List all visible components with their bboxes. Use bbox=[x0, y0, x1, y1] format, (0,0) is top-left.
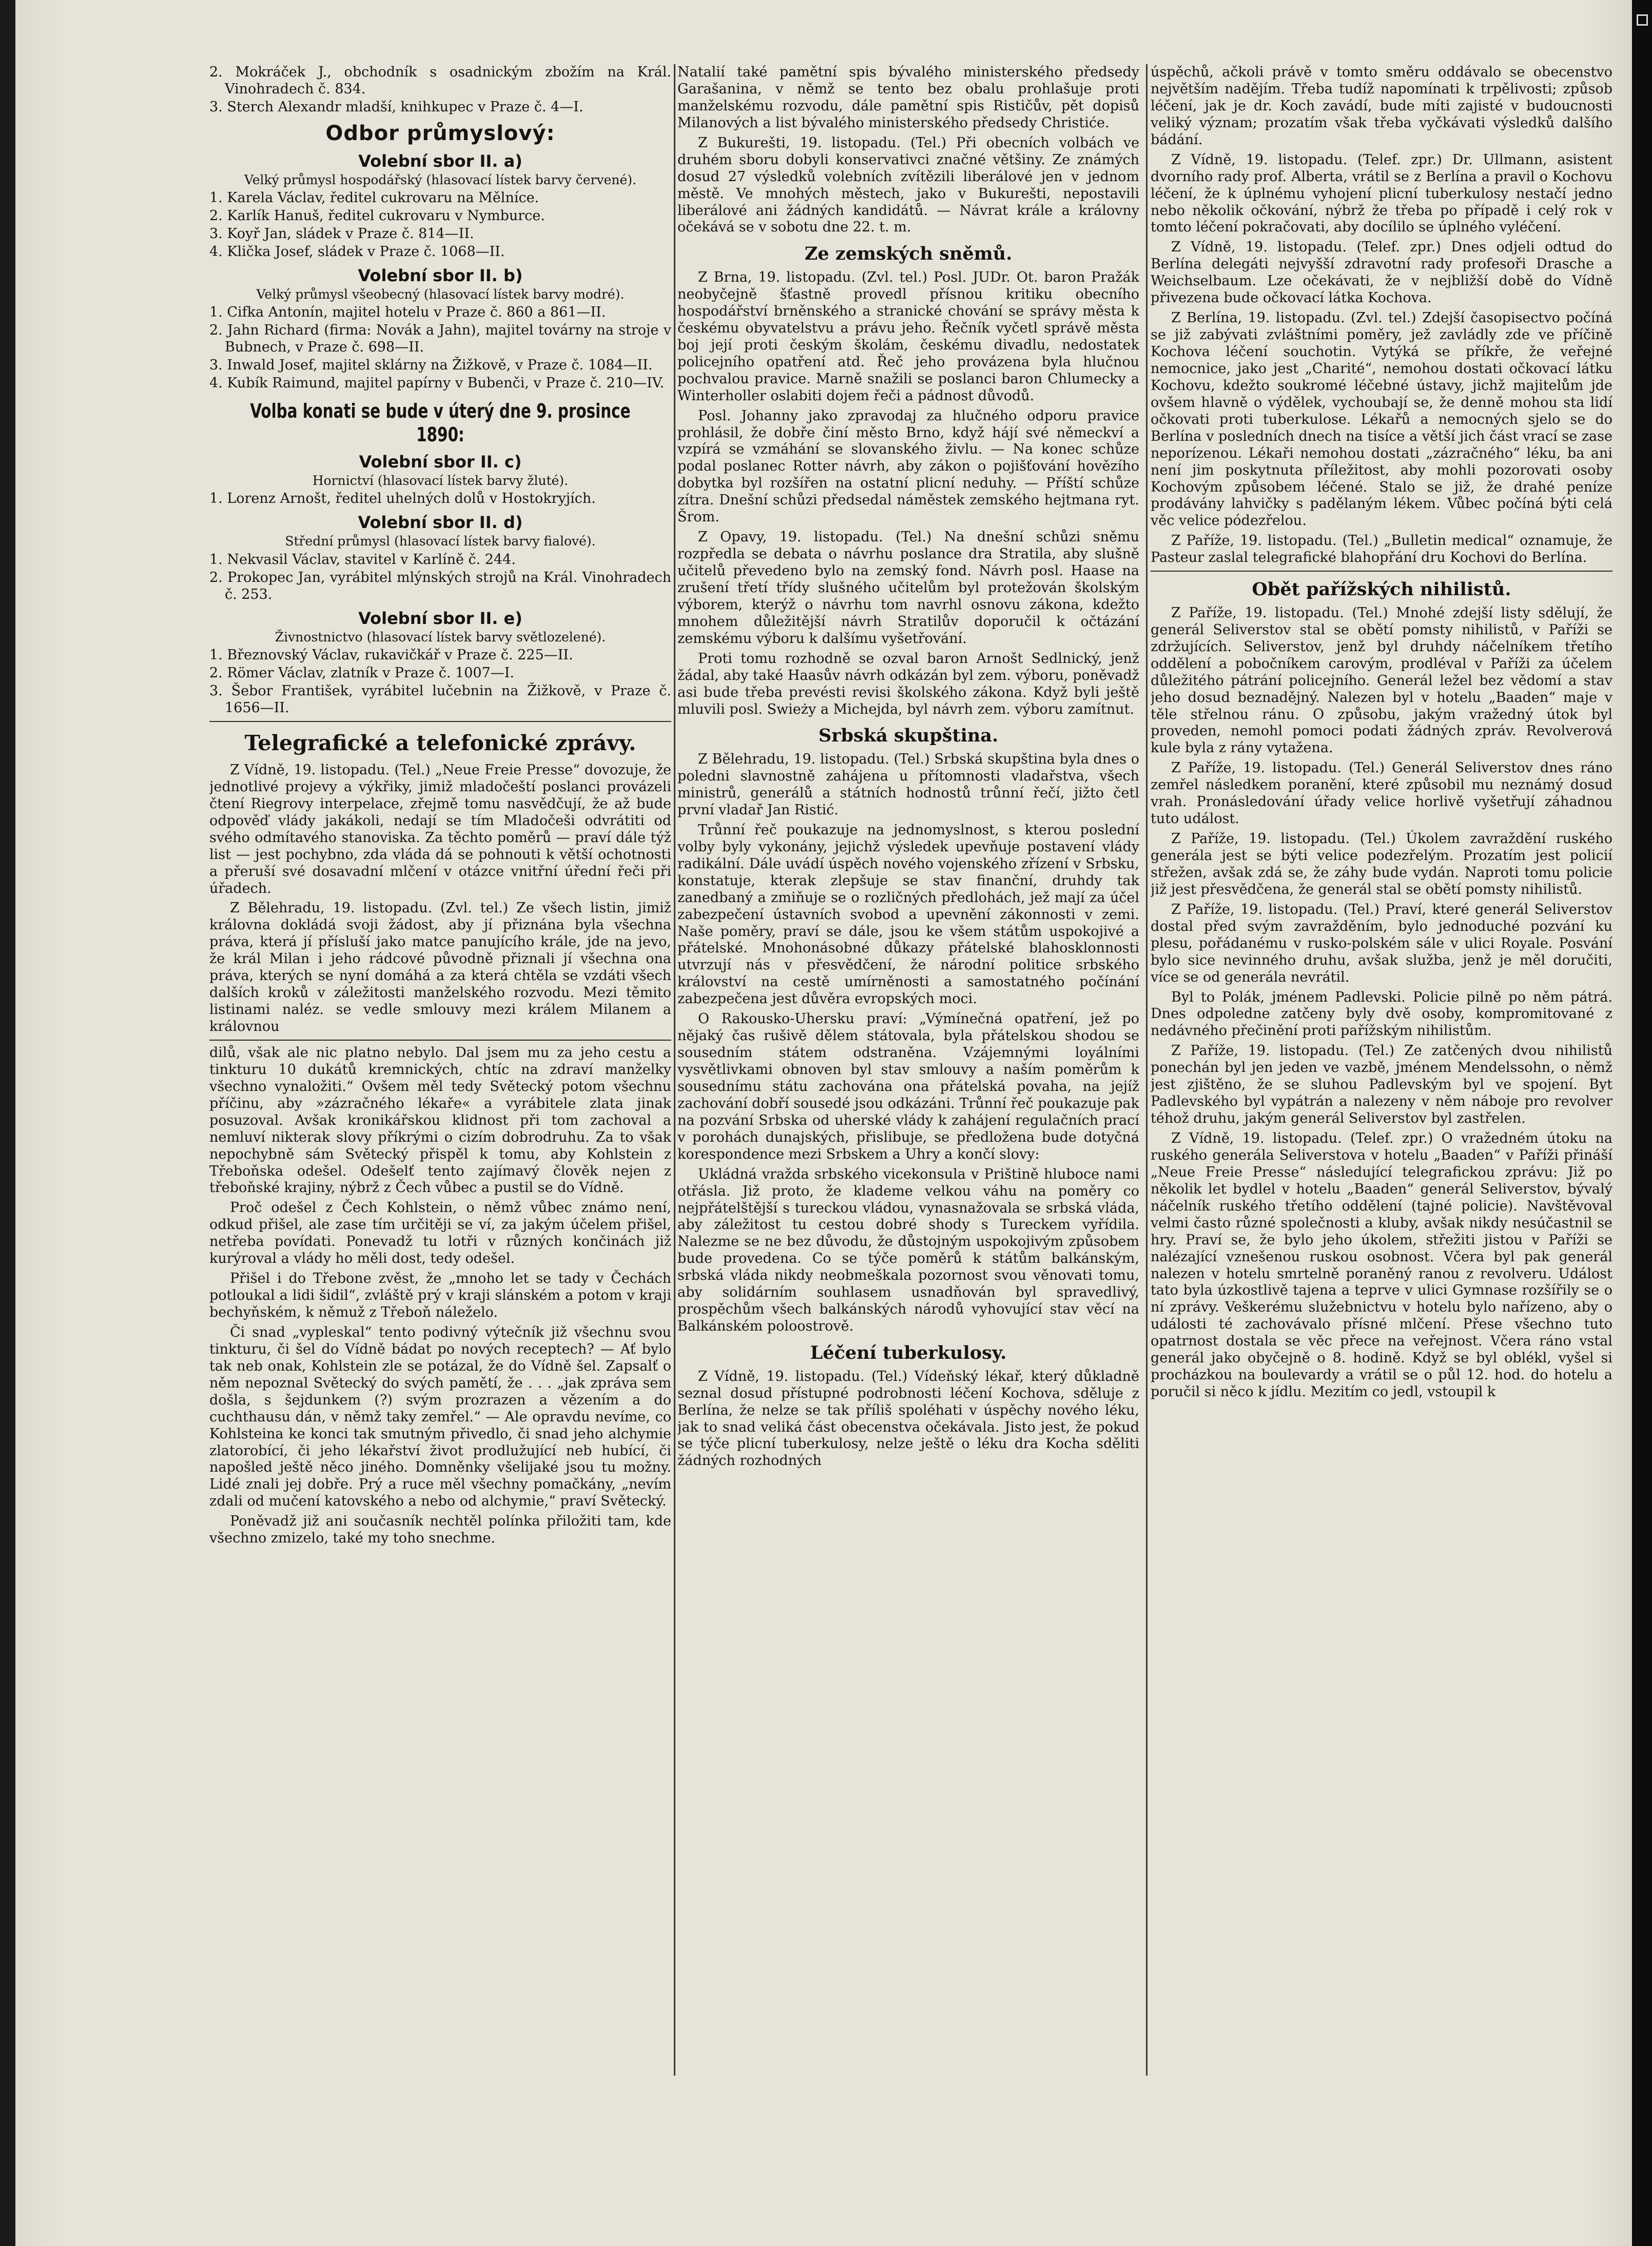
list-item: 1. Lorenz Arnošt, ředitel uhelných dolů v Hostokryjích. bbox=[209, 491, 596, 507]
article-paragraph: dilů, však ale nic platno nebylo. Dal jsem mu za jeho cestu a tinkturu 10 dukátů kremnických, chtíc na zdraví manželky všechno vynaložiti.“ Ovšem měl tedy Světecký potom všechnu příčinu, aby »zázračného lékaře« a vyrábitele zlata jinak posuzoval. Avšak kronikářskou klidnost při tom zachoval a nemluví nikterak slovy příkrými o cizím dobrodruhu. Za to však nepochybně sám Světecký přispěl k tomu, aby Kohlstein z Třeboňska odešel. Odešelť tento zajímavý člověk nejen z třeboňské krajiny, nýbrž z Čech vůbec a pustil se do Vídně. bbox=[209, 1044, 671, 1196]
article-paragraph: Z Bukurešti, 19. listopadu. (Tel.) Při obecních volbách ve druhém sboru dobyli konservativci značné většiny. Ze známých dosud 27 výsledků volebních zvítězili liberálové jen v jednom městě. Ve mnohých městech, jako v Bukurešti, nepostavili liberálové ani žádných kandidátů. — Návrat krále a královny očekává se v sobotu dne 22. t. m. bbox=[677, 134, 1139, 236]
article-paragraph: Z Paříže, 19. listopadu. (Tel.) Úkolem zavraždění ruského generála jest se býti velice podezřelým. Prozatím jest policií střežen, avšak zdá se, že záhy bude vydán. Naproti tomu policie již jest přesvědčena, že generál stal se obětí pomsty nihilistů. bbox=[1151, 831, 1612, 897]
list-item: 2. Mokráček J., obchodník s osadnickým zbožím na Král. Vinohradech č. 834. bbox=[209, 64, 671, 97]
list-item: 3. Šebor František, vyrábitel lučebnin na Žižkově, v Praze č. 1656—II. bbox=[209, 683, 671, 716]
list-item: 2. Römer Václav, zlatník v Praze č. 1007—I. bbox=[209, 665, 514, 681]
candidate-list bbox=[209, 552, 671, 603]
candidate-list bbox=[209, 190, 671, 261]
subsection-note: Velký průmysl všeobecný (hlasovací lístek barvy modré). bbox=[256, 286, 625, 302]
article-paragraph: Proti tomu rozhodně se ozval baron Arnošt Sedlnický, jenž žádal, aby také Haasův návrh odkázán byl zem. výboru, poněvadž asi bude třeba prevésti revisi školského zákona. Když byli ještě mluvili posl. Swieży a Michejda, byl návrh zem. výboru zamítnut. bbox=[677, 650, 1139, 717]
article-paragraph: Z Brna, 19. listopadu. (Zvl. tel.) Posl. JUDr. Ot. baron Pražák neobyčejně šťastně provedl přísnou kritiku obecního hospodářství brněnského a stranické chování se správy města k českému obyvatelstvu a právu jeho. Řečník vyčetl správě města boj její proti českým školám, českému divadlu, nedostatek policejního opatření atd. Řeč jeho provázena byla hlučnou pochvalou pravice. Marně snažili se poslanci baron Chlumecky a Winterholler oslabiti dojem řeči a pádnost důvodů. bbox=[677, 269, 1139, 404]
candidate-list-top bbox=[209, 64, 671, 116]
subsection-heading: Volební sbor II. b) bbox=[358, 265, 523, 285]
subsection-heading: Volební sbor II. a) bbox=[358, 151, 522, 171]
list-item: 3. Koyř Jan, sládek v Praze č. 814—II. bbox=[209, 226, 474, 242]
article-paragraph: Z Paříže, 19. listopadu. (Tel.) Praví, které generál Seliverstov dostal před svým zavražděním, bylo jednoduché pozvání ku plesu, pořádanému v rusko-polském sále v ulici Royale. Posvání bylo sice nevinného druhu, avšak služba, jenž je měl doručiti, více se od generála nevrátil. bbox=[1151, 901, 1612, 985]
article-paragraph: Přišel i do Třebone zvěst, že „mnoho let se tady v Čechách potloukal a lidi šidil“, zvláště prý v kraji slánském a potom v kraji bechyňském, k němuž z Třeboň náleželo. bbox=[209, 1271, 671, 1320]
list-item: 1. Březnovský Václav, rukavičkář v Praze č. 225—II. bbox=[209, 647, 573, 663]
article-paragraph: Ukládná vražda srbského vicekonsula v Prištině hluboce nami otřásla. Již proto, že klademe velkou váhu na poměry co nejpřátelštější s tureckou vládou, vynasnažovala se srbská vláda, aby záležitost tu cestou dobré shody s Tureckem vyřídila. Nalezme se ne bez důvodu, že důstojným uspokojivým způsobem bude provedena. Co se týče poměrů k státům balkánským, srbská vláda nikdy neobmeškala pozornost svou věnovati tomu, aby solidárním souhlasem usnadňován byl spravedlivý, prospěchům všech balkánských národů vyhovující stav věcí na Balkánském poloostrově. bbox=[677, 1166, 1139, 1335]
candidate-list bbox=[209, 304, 671, 392]
column-rule bbox=[1146, 64, 1148, 2076]
article-paragraph: Z Paříže, 19. listopadu. (Tel.) Mnohé zdejší listy sdělují, že generál Seliverstov stal se obětí pomsty nihilistů, v Paříži se zdržujících. Seliverstov, jenž byl druhdy náčelníkem třetího oddělení a pobočníkem carovým, prodléval v Paříži za účelem důležitého pátrání policejního. Generál ležel bez vědomí a stav jeho dosud beznadějný. Nalezen byl v hotelu „Baaden“ maje v těle střelnou ránu. O způsobu, jakým vražedný útok byl proveden, nemohl pomoci podati žádných zpráv. Revolverová kule byla z rány vytažena. bbox=[1151, 604, 1612, 756]
article-paragraph: Proč odešel z Čech Kohlstein, o němž vůbec známo není, odkud přišel, ale zase tím určitěji se ví, za jakým účelem přišel, netřeba povídati. Ponevadž tu lotři v různých končinách již kurýroval a vlády ho měli dost, tedy odešel. bbox=[209, 1200, 671, 1267]
subsection-heading: Volební sbor II. c) bbox=[359, 452, 522, 472]
list-item: 2. Karlík Hanuš, ředitel cukrovaru v Nymburce. bbox=[209, 208, 545, 224]
candidate-list bbox=[209, 647, 671, 717]
article-paragraph: Z Opavy, 19. listopadu. (Tel.) Na dnešní schůzi sněmu rozpředla se debata o návrhu poslance dra Stratila, aby slušně učitelů převedeno bylo na zemský fond. Návrh posl. Haase na zrušení třetí třídy slušného učitelům byl protežován školským výborem, kterýž o návrhu tom navrhl osnovu zákona, kdežto mnohem důležitější návrh Stratilův doporučil k očtázání zemskému výboru k dalšímu vyšetřování. bbox=[677, 529, 1139, 647]
list-item: 2. Jahn Richard (firma: Novák a Jahn), majitel továrny na stroje v Bubnech, v Praze č. 698—II. bbox=[209, 322, 671, 356]
article-paragraph: Posl. Johanny jako zpravodaj za hlučného odporu pravice prohlásil, že dobře činí město Brno, když hájí své německví a vzpírá se vzmáhání se slovanského živlu. — Na konec schůze podal poslanec Rotter návrh, aby zákon o pojišťování hovězího dobytka byl rozšířen na ostatní plicní neduhy. — Příští schůze zítra. Dnešní schůzi předsedal náměstek zemského hejtmana ryt. Šrom. bbox=[677, 407, 1139, 525]
article-heading: Srbská skupština. bbox=[818, 725, 999, 747]
scan-corner-mark bbox=[1637, 14, 1648, 26]
article-paragraph: Z Paříže, 19. listopadu. (Tel.) Generál Seliverstov dnes ráno zemřel následkem poranění, které způsobil mu neznámý dosud vrah. Pronásledování úřady velice horlivě vyšetřují záhadnou tuto událost. bbox=[1151, 760, 1612, 827]
article-paragraph: Z Vídně, 19. listopadu. (Telef. zpr.) Dnes odjeli odtud do Berlína delegáti nejvyšší zdravotní rady profesoři Drasche a Weichselbaum. Lze očekávati, že v nejbližší době do Vídně přivezena bude očkovací látka Kochova. bbox=[1151, 239, 1612, 306]
article-paragraph: Z Vídně, 19. listopadu. (Tel.) Vídeňský lékař, který důkladně seznal dosud přístupné podrobnosti léčení Kochova, sděluje z Berlína, že nelze se tak příliš spoléhati v úspěchy nového léku, jak to snad veliká část obecenstva očekávala. Jisto jest, že pokud se týče plicní tuberkulosy, nelze ještě o léku dra Kocha sděliti žádných rozhodných bbox=[677, 1368, 1139, 1469]
divider bbox=[209, 721, 671, 722]
article-paragraph: Z Vídně, 19. listopadu. (Telef. zpr.) Dr. Ullmann, asistent dvorního rady prof. Alberta, vrátil se z Berlína a pravil o Kochovu léčení, že k úplnému vyhojení plicní tuberkulosy nestačí jedno nebo několik očkování, nýbrž že třeba po případě i celý rok v tomto léčení pokračovati, aby docílilo se úplného vyléčení. bbox=[1151, 151, 1612, 236]
list-item: 2. Prokopec Jan, vyrábitel mlýnských strojů na Král. Vinohradech č. 253. bbox=[209, 569, 671, 602]
article-paragraph: Z Vídně, 19. listopadu. (Tel.) „Neue Freie Presse“ dovozuje, že jednotlivé projevy a výkřiky, jimiž mladočeští poslanci provázeli čtení Riegrovy interpelace, zřejmě tomu nasvědčují, že až bude odpověď vlády jakákoli, nedají se tím Mladočeši odvrátiti od svého odmítavého stanoviska. Za těchto poměrů — praví dále týž list — jest pochybno, zda vláda dá se pohnouti k větší ochotnosti a přeruší své dosavadní mlčení v otázce vnitřní úřední řeči při úřadech. bbox=[209, 761, 671, 896]
vote-date-heading: Volba konati se bude v úterý dne 9. prosince 1890: bbox=[250, 400, 631, 446]
column-1 bbox=[209, 64, 671, 2065]
scan-edge-right bbox=[1632, 0, 1652, 2246]
list-item: 3. Sterch Alexandr mladší, knihkupec v Praze č. 4—I. bbox=[209, 99, 584, 115]
list-item: 1. Nekvasil Václav, stavitel v Karlíně č. 244. bbox=[209, 551, 516, 568]
article-heading: Obět pařížských nihilistů. bbox=[1252, 579, 1511, 600]
subsection-note: Velký průmysl hospodářský (hlasovací lístek barvy červené). bbox=[244, 172, 637, 187]
article-paragraph: Z Berlína, 19. listopadu. (Zvl. tel.) Zdejší časopisectvo počíná se již zabývati zvláštními poměry, jež zavládly zde ve příčině Kochova léčení souchotin. Vytýká se příkře, že veřejné nemocnice, jako jest „Charité“, nemohou dostati očkovací látku Kochovu, kdežto soukromé léčebné ústavy, jichž majitelům jde ovšem hlavně o výdělek, vychoubají se, že denně mohou sta lidí očkovati proti tuberkulose. Lékařů a nemocných sjelo se do Berlína v posledních dnech na tisíce a větší jich část vrací se zase neporízenou. Lékaři nemohou dostati „zázračného“ léku, ba ani není jim poskytnuta příležitost, aby mohli pozorovati osoby Kochovým způsobem léčené. Stalo se již, že drahé peníze prodávány lahvičky s padělaným lékem. Vůbec počíná býti celá věc velice pódezřelou. bbox=[1151, 310, 1612, 529]
article-paragraph: Z Paříže, 19. listopadu. (Tel.) „Bulletin medical“ oznamuje, že Pasteur zaslal telegrafické blahopřání dru Kochovi do Berlína. bbox=[1151, 533, 1612, 566]
article-heading: Telegrafické a telefonické zprávy. bbox=[244, 730, 636, 755]
article-paragraph: Z Bělehradu, 19. listopadu. (Tel.) Srbská skupština byla dnes o poledni slavnostně zahájena u přítomnosti vladařstva, všech ministrů, generálů a státních hodnostů trůnní řečí, jižto četl první vladař Jan Ristić. bbox=[677, 751, 1139, 818]
list-item: 1. Karela Václav, ředitel cukrovaru na Mělníce. bbox=[209, 190, 539, 206]
article-paragraph: O Rakousko-Uhersku praví: „Výmínečná opatření, jež po nějaký čas rušivě dělem státovala, byla přátelskou shodou se sousedním státem odstraněna. Vzájemnými loyálními vysvětlivkami obnoven byl stav smlouvy a naším poměrům k sousednímu státu zachována ona přátelská povaha, na jejíž zachování dobří sousedé jsou odkázáni. Trůnní řeč poukazuje pak na pozvání Srbska od uherské vlády k zahájení regulačních prací v porohách dunajských, přislibuje, se předložena bude dotyčná korespondence mezi Srbskem a Uhry a končí slovy: bbox=[677, 1011, 1139, 1162]
list-item: 4. Klička Josef, sládek v Praze č. 1068—II. bbox=[209, 243, 505, 260]
scan-edge-left bbox=[0, 0, 15, 2246]
article-paragraph: Poněvadž již ani současník nechtěl polínka přiložiti tam, kde všechno zmizelo, také my toho snechme. bbox=[209, 1513, 671, 1547]
subsection-note: Hornictví (hlasovací lístek barvy žluté). bbox=[312, 473, 569, 488]
subsection-heading: Volební sbor II. e) bbox=[358, 608, 522, 628]
article-paragraph: Z Paříže, 19. listopadu. (Tel.) Ze zatčených dvou nihilistů ponechán byl jen jeden ve vazbě, jménem Mendelssohn, o němž jest zjištěno, že se sluhou Padlevským byl ve spojení. Byt Padlevského byl vypátrán a nalezeny v něm náboje pro revolver téhož druhu, jakým generál Seliverstov byl zastřelen. bbox=[1151, 1043, 1612, 1127]
column-2 bbox=[677, 64, 1139, 2065]
column-3 bbox=[1151, 64, 1612, 2065]
article-paragraph: Natalií také pamětní spis bývalého ministerského předsedy Garašanina, v němž se tento bez obalu prohlašuje proti manželskému rozvodu, dále pamětní spis Rističův, pět dopisů Milanových a list bývalého ministerského předsedy Christiće. bbox=[677, 64, 1139, 131]
list-item: 1. Cifka Antonín, majitel hotelu v Praze č. 860 a 861—II. bbox=[209, 304, 606, 321]
newspaper-page bbox=[15, 0, 1632, 2246]
article-paragraph: Či snad „vypleskal“ tento podivný výtečník již všechnu svou tinkturu, či šel do Vídně bádat po nových receptech? — Ať bylo tak neb onak, Kohlstein zle se potázal, že do Vídně šel. Zapsalť o něm nepoznal Světecký do svých pamětí, že . . . „jak zpráva sem došla, s šejdunkem (?) svým prozrazen a vězením a do cuchthausu dán, v němž taky zemřel.“ — Ale opravdu nevíme, co Kohlsteina ke konci tak smutným přivedlo, či snad jeho alchymie zlatorobící, či jeho lékařství život prodlužující neb hubící, či napošled ještě něco jiného. Domněnky všelijaké jsou tu možny. Lidé znali jej dobře. Prý a ruce měl všechny pomačkány, „nevím zdali od mučení katovského a nebo od alchymie,“ praví Světecký. bbox=[209, 1324, 671, 1510]
column-rule bbox=[674, 64, 675, 2076]
subsection-heading: Volební sbor II. d) bbox=[358, 513, 523, 533]
article-heading: Ze zemských sněmů. bbox=[804, 243, 1013, 265]
subsection-note: Živnostnictvo (hlasovací lístek barvy světlozelené). bbox=[275, 629, 606, 644]
article-paragraph: Trůnní řeč poukazuje na jednomyslnost, s kterou poslední volby byly vykonány, jejichž výsledek upevňuje postavení vlády radikální. Dále uvádí úspěch nového vojenského zřízení v Srbsku, konstatuje, kterak zlepšuje se stav finanční, druhdy tak zanedbaný a zmiňuje se o rozličných předlohách, jež mají za účel zabezpečení ústavních svobod a upevnění zákonnosti v zemi. Naše poměry, praví se dále, jsou ke všem státům uspokojivé a přátelské. Mnohonásobné důkazy přátelské blahosklonnosti utvrzují nás v přesvědčení, že národní politice srbského království na cestě umírněnosti a samostatného počínání zabezpečena jest důvěra evropských moci. bbox=[677, 822, 1139, 1007]
article-paragraph: Byl to Polák, jménem Padlevski. Policie pilně po něm pátrá. Dnes odpoledne zatčeny byly dvě osoby, kompromitované z nedávného přečinění proti pařížským nihilistům. bbox=[1151, 989, 1612, 1039]
divider bbox=[1151, 571, 1612, 572]
list-item: 4. Kubík Raimund, majitel papírny v Bubenči, v Praze č. 210—IV. bbox=[209, 375, 665, 392]
subsection-note: Střední průmysl (hlasovací lístek barvy fialové). bbox=[285, 534, 596, 549]
divider bbox=[209, 1040, 671, 1041]
candidate-list bbox=[209, 491, 671, 507]
article-paragraph: Z Bělehradu, 19. listopadu. (Zvl. tel.) Ze všech listin, jimiž královna dokládá svoji žádost, aby jí přiznána byla všechna práva, která jí přísluší jako matce panujícího krále, jde na jevo, že král Milan i jeho rádcové původně přiznali jí všechna ona práva, kterých se nyní domáhá a za která chtěla se vzdáti všech dalších kroků v záležitosti manželského rozvodu. Mezi těmito listinami naléz. se vedle smlouvy mezi králem Milanem a královnou bbox=[209, 900, 671, 1034]
section-heading: Odbor průmyslový: bbox=[325, 121, 555, 145]
article-paragraph: Z Vídně, 19. listopadu. (Telef. zpr.) O vražedném útoku na ruského generála Seliverstova v hotelu „Baaden“ v Paříži přináší „Neue Freie Presse“ následující telegrafickou zprávu: Již po několik let bydlel v hotelu „Baaden“ generál Seliverstov, bývalý náčelník ruského třetího oddělení (tajné policie). Navštěvoval velmi často různé společnosti a kluby, avšak nikdy nesúčastnil se hry. Praví se, že bylo jeho úkolem, střežiti jistou v Paříži se nalézající vznešenou ruskou osobnost. Včera byl pak generál nalezen v hotelu smrtelně poraněný ranou z revolveru. Událost tato byla úzkostlivě tajena a teprve v ulici Gymnase rozšířily se o ní zprávy. Veškerému služebnictvu v hotelu bylo nařízeno, aby o události té zachovávalo přísné mlčení. Přese všechno tuto opatrnost dostala se věc přece na veřejnost. Včera ráno vstal generál jako obyčejně o 8. hodině. Když se byl oblékl, vyšel si procházkou na boulevardy a vrátil se o půl 12. hod. do hotelu a poručil si něco k jídlu. Mezitím co jedl, vstoupil k bbox=[1151, 1130, 1612, 1400]
list-item: 3. Inwald Josef, majitel sklárny na Žižkově, v Praze č. 1084—II. bbox=[209, 357, 653, 374]
article-heading: Léčení tuberkulosy. bbox=[810, 1342, 1007, 1363]
article-paragraph: úspěchů, ačkoli právě v tomto směru oddávalo se obecenstvo největším nadějím. Třeba tudíž napomínati k trpělivosti; způsob léčení, jak je dr. Koch zavádí, bude míti zajisté v budoucnosti veliký význam; prozatím však třeba vyčkávati výsledků dalšího bádání. bbox=[1151, 64, 1612, 148]
